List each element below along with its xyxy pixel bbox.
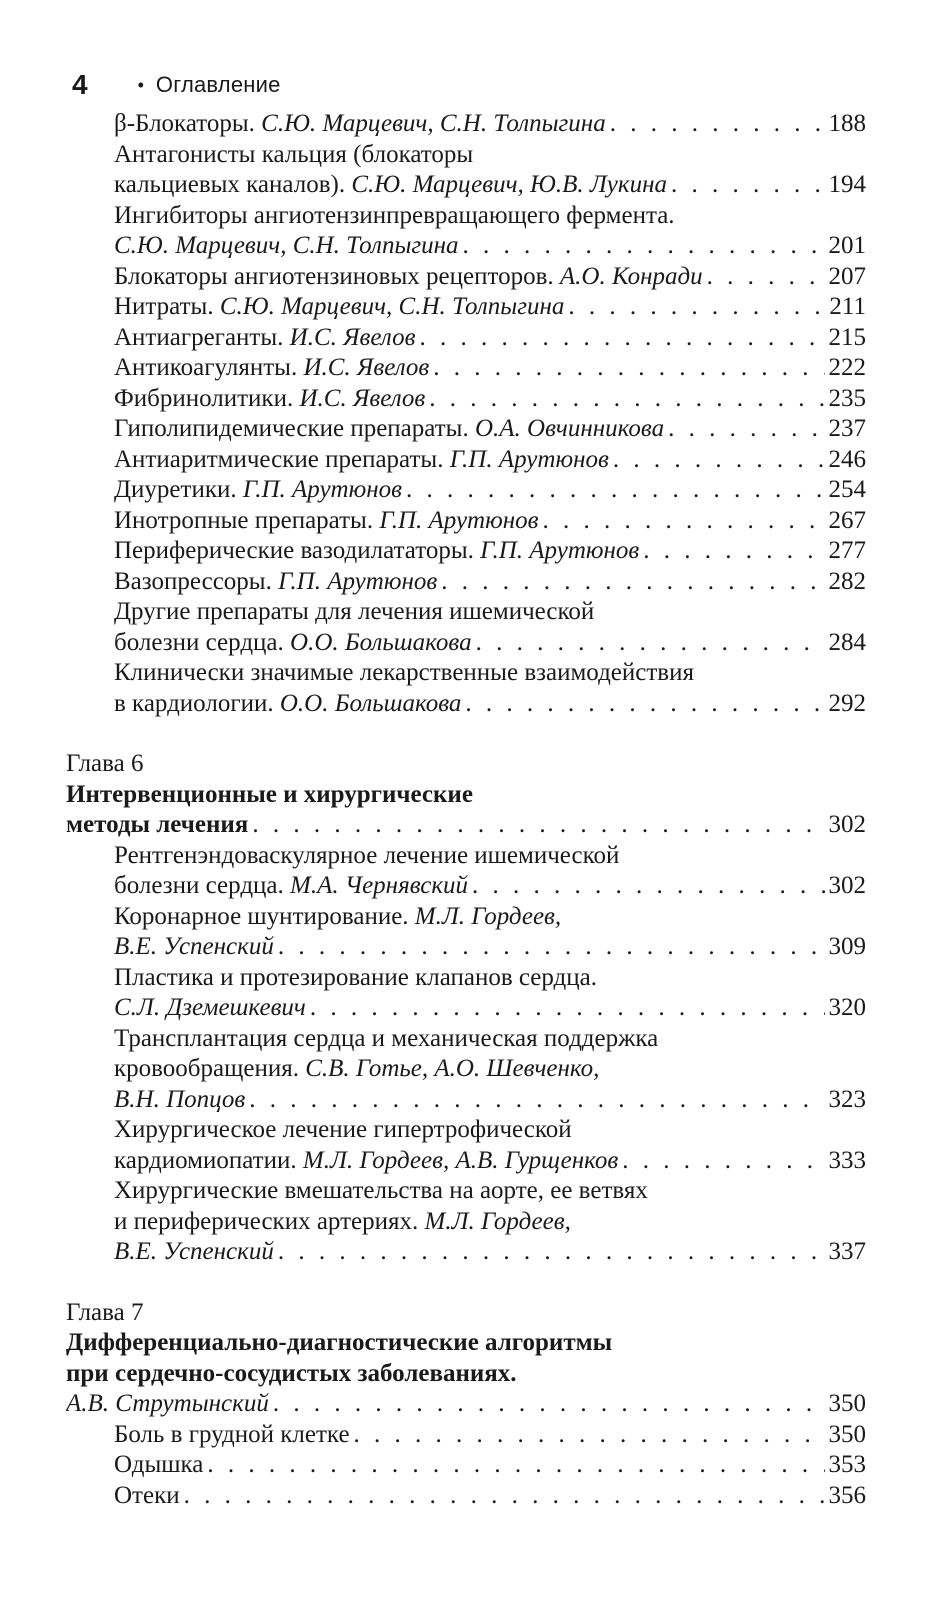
entry-title: Гиполипидемические препараты. bbox=[114, 415, 475, 442]
toc-entry[interactable] bbox=[66, 384, 866, 415]
entry-page: 350 bbox=[828, 1420, 866, 1448]
toc-entry[interactable] bbox=[66, 323, 866, 354]
toc-entry[interactable] bbox=[66, 1481, 866, 1512]
toc-entry[interactable] bbox=[66, 475, 866, 506]
entry-page: 333 bbox=[828, 1146, 866, 1174]
section-gap bbox=[66, 719, 866, 749]
toc-entry[interactable] bbox=[66, 292, 866, 323]
entry-authors: Г.П. Арутюнов bbox=[480, 537, 640, 564]
entry-authors: М.А. Чернявский bbox=[290, 872, 469, 899]
entry-title-line: Антагонисты кальция (блокаторы bbox=[114, 140, 474, 168]
entry-page: 277 bbox=[828, 537, 866, 564]
entry-authors: В.Е. Успенский bbox=[114, 1238, 274, 1265]
entry-authors: И.С. Явелов bbox=[289, 323, 416, 351]
page-number: 4 bbox=[72, 69, 88, 100]
toc-entry[interactable] bbox=[66, 536, 866, 567]
dot-leader bbox=[278, 1237, 825, 1268]
toc-entry[interactable] bbox=[66, 506, 866, 537]
entry-title: Диуретики. bbox=[114, 476, 243, 503]
toc-entry[interactable] bbox=[66, 353, 866, 384]
entry-title-line: Трансплантация сердца и механическая поддержка bbox=[114, 1024, 659, 1052]
entry-authors: В.Н. Попцов bbox=[114, 1085, 246, 1113]
chapter-label: Глава 6 bbox=[66, 750, 144, 777]
toc-entry[interactable] bbox=[66, 445, 866, 476]
dot-leader bbox=[542, 506, 824, 537]
entry-title: Боль в грудной клетке bbox=[114, 1420, 350, 1448]
entry-title-line bbox=[66, 1054, 866, 1085]
entry-page: 323 bbox=[828, 1085, 866, 1113]
dot-leader bbox=[406, 475, 825, 506]
dot-leader bbox=[273, 1389, 825, 1420]
toc-entry[interactable] bbox=[66, 871, 866, 902]
entry-page: 356 bbox=[828, 1481, 866, 1509]
entry-page: 215 bbox=[828, 323, 866, 351]
dot-leader bbox=[671, 170, 825, 201]
running-head-title: Оглавление bbox=[155, 72, 281, 97]
chapter-title-line: методы лечения bbox=[66, 811, 249, 838]
entry-title: Одышка bbox=[114, 1451, 204, 1478]
entry-authors: Г.П. Арутюнов bbox=[379, 506, 539, 534]
entry-authors: М.Л. Гордеев, bbox=[424, 1207, 571, 1235]
entry-authors: С.Л. Дземешкевич bbox=[114, 994, 306, 1021]
dot-leader bbox=[207, 1450, 824, 1481]
entry-title: β-Блокаторы. bbox=[114, 110, 262, 137]
toc-entry[interactable] bbox=[66, 1085, 866, 1116]
toc-entry[interactable] bbox=[66, 932, 866, 963]
dot-leader bbox=[463, 231, 825, 262]
toc-entry[interactable] bbox=[66, 689, 866, 720]
entry-page: 235 bbox=[828, 384, 866, 412]
entry-authors: С.Ю. Марцевич, Ю.В. Лукина bbox=[351, 171, 667, 198]
dot-leader bbox=[472, 871, 824, 902]
toc-entry[interactable] bbox=[66, 628, 866, 659]
entry-authors: И.С. Явелов bbox=[303, 354, 430, 381]
entry-page: 282 bbox=[828, 567, 866, 595]
entry-title-line bbox=[66, 1207, 866, 1238]
entry-page: 194 bbox=[828, 171, 866, 198]
entry-title: кровообращения. bbox=[114, 1055, 306, 1082]
entry-title: Антиаритмические препараты. bbox=[114, 445, 450, 473]
toc-entry[interactable] bbox=[66, 170, 866, 201]
entry-title: Фибринолитики. bbox=[114, 384, 300, 412]
toc-entry[interactable] bbox=[66, 414, 866, 445]
dot-leader bbox=[668, 414, 824, 445]
chapter-authors: А.В. Струтынский bbox=[66, 1390, 269, 1417]
entry-title-line: Хирургическое лечение гипертрофической bbox=[114, 1116, 572, 1143]
entry-page: 320 bbox=[828, 994, 866, 1021]
entry-title: и периферических артериях. bbox=[114, 1207, 425, 1235]
entry-page: 222 bbox=[828, 354, 866, 381]
toc-entry[interactable] bbox=[66, 1420, 866, 1451]
chapter-entry[interactable] bbox=[66, 1389, 866, 1420]
dot-leader bbox=[252, 810, 824, 841]
entry-title: Антикоагулянты. bbox=[114, 354, 304, 381]
entry-page: 302 bbox=[828, 872, 866, 899]
entry-authors: С.Ю. Марцевич, С.Н. Толпыгина bbox=[261, 110, 606, 137]
entry-page: 254 bbox=[828, 476, 866, 503]
entry-title: Периферические вазодилататоры. bbox=[114, 537, 481, 564]
entry-page: 309 bbox=[828, 933, 866, 960]
entry-title: Вазопрессоры. bbox=[114, 567, 279, 595]
dot-leader bbox=[433, 353, 824, 384]
dot-leader bbox=[354, 1420, 825, 1451]
entry-authors: Г.П. Арутюнов bbox=[278, 567, 438, 595]
entry-authors: М.Л. Гордеев, А.В. Гурщенков bbox=[302, 1146, 619, 1174]
entry-page: 267 bbox=[828, 506, 866, 534]
toc-entry[interactable] bbox=[66, 567, 866, 598]
dot-leader bbox=[429, 384, 824, 415]
entry-page: 246 bbox=[828, 445, 866, 473]
entry-page: 292 bbox=[828, 689, 866, 717]
entry-page: 337 bbox=[828, 1238, 866, 1265]
entry-title: кардиомиопатии. bbox=[114, 1146, 303, 1174]
entry-title-line: Пластика и протезирование клапанов сердца. bbox=[114, 963, 597, 991]
entry-page: 211 bbox=[829, 293, 866, 320]
entry-title: Отеки bbox=[114, 1481, 180, 1509]
entry-authors: С.Ю. Марцевич, С.Н. Толпыгина bbox=[114, 232, 459, 259]
entry-title-line: Клинически значимые лекарственные взаимодействия bbox=[114, 659, 694, 686]
chapter-label: Глава 7 bbox=[66, 1298, 144, 1326]
dot-leader bbox=[441, 567, 824, 598]
toc-entry[interactable] bbox=[66, 1450, 866, 1481]
dot-leader bbox=[310, 993, 825, 1024]
entry-title: Коронарное шунтирование. bbox=[114, 902, 415, 930]
toc-entry[interactable] bbox=[66, 993, 866, 1024]
entry-title: в кардиологии. bbox=[114, 689, 280, 717]
entry-authors: Г.П. Арутюнов bbox=[242, 476, 402, 503]
entry-title-line: Рентгенэндоваскулярное лечение ишемической bbox=[114, 841, 620, 869]
entry-page: 353 bbox=[828, 1451, 866, 1478]
dot-leader bbox=[643, 536, 824, 567]
entry-authors: О.О. Большакова bbox=[290, 628, 472, 656]
chapter-title-line: Дифференциально-диагностические алгоритмы bbox=[66, 1329, 613, 1356]
entry-authors: С.В. Готье, А.О. Шевченко, bbox=[305, 1055, 600, 1082]
entry-title: кальциевых каналов). bbox=[114, 171, 352, 198]
bullet-icon: • bbox=[137, 74, 144, 95]
entry-title-line: Ингибиторы ангиотензинпревращающего фермента. bbox=[114, 201, 675, 229]
dot-leader bbox=[249, 1085, 824, 1116]
entry-authors: В.Е. Успенский bbox=[114, 933, 274, 960]
toc-entry[interactable] bbox=[66, 1146, 866, 1177]
table-of-contents bbox=[66, 109, 866, 1511]
dot-leader bbox=[476, 628, 825, 659]
entry-authors: О.А. Овчинникова bbox=[474, 415, 665, 442]
entry-title: Инотропные препараты. bbox=[114, 506, 380, 534]
entry-title: Антиагреганты. bbox=[114, 323, 290, 351]
dot-leader bbox=[707, 262, 825, 293]
entry-page: 188 bbox=[828, 110, 866, 137]
running-head bbox=[72, 68, 281, 102]
entry-authors: А.О. Конради bbox=[559, 262, 703, 290]
dot-leader bbox=[622, 1146, 824, 1177]
entry-page: 284 bbox=[828, 628, 866, 656]
entry-page: 207 bbox=[828, 262, 866, 290]
chapter-entry[interactable] bbox=[66, 810, 866, 841]
dot-leader bbox=[568, 292, 825, 323]
entry-title: Блокаторы ангиотензиновых рецепторов. bbox=[114, 262, 560, 290]
toc-entry[interactable] bbox=[66, 109, 866, 140]
dot-leader bbox=[465, 689, 824, 720]
dot-leader bbox=[613, 445, 825, 476]
chapter-page: 350 bbox=[828, 1390, 866, 1417]
chapter-page: 302 bbox=[828, 811, 866, 838]
section-gap bbox=[66, 1268, 866, 1298]
dot-leader bbox=[419, 323, 824, 354]
entry-authors: С.Ю. Марцевич, С.Н. Толпыгина bbox=[219, 293, 565, 320]
dot-leader bbox=[610, 109, 825, 140]
toc-entry[interactable] bbox=[66, 1237, 866, 1268]
entry-authors: О.О. Большакова bbox=[279, 689, 462, 717]
entry-title: Нитраты. bbox=[114, 293, 220, 320]
toc-entry[interactable] bbox=[66, 231, 866, 262]
chapter-title-line: при сердечно-сосудистых заболеваниях. bbox=[66, 1359, 517, 1387]
entry-page: 237 bbox=[828, 415, 866, 442]
entry-title-line: Другие препараты для лечения ишемической bbox=[114, 598, 595, 625]
chapter-title-line: Интервенционные и хирургические bbox=[66, 780, 473, 808]
entry-title-line bbox=[66, 902, 866, 933]
entry-title-line: Хирургические вмешательства на аорте, ее ветвях bbox=[114, 1177, 648, 1204]
entry-authors: И.С. Явелов bbox=[299, 384, 426, 412]
entry-title: болезни сердца. bbox=[114, 872, 291, 899]
entry-title: болезни сердца. bbox=[114, 628, 291, 656]
entry-authors: М.Л. Гордеев, bbox=[414, 902, 562, 930]
entry-page: 201 bbox=[828, 232, 866, 259]
dot-leader bbox=[278, 932, 825, 963]
entry-authors: Г.П. Арутюнов bbox=[449, 445, 609, 473]
toc-entry[interactable] bbox=[66, 262, 866, 293]
dot-leader bbox=[184, 1481, 825, 1512]
